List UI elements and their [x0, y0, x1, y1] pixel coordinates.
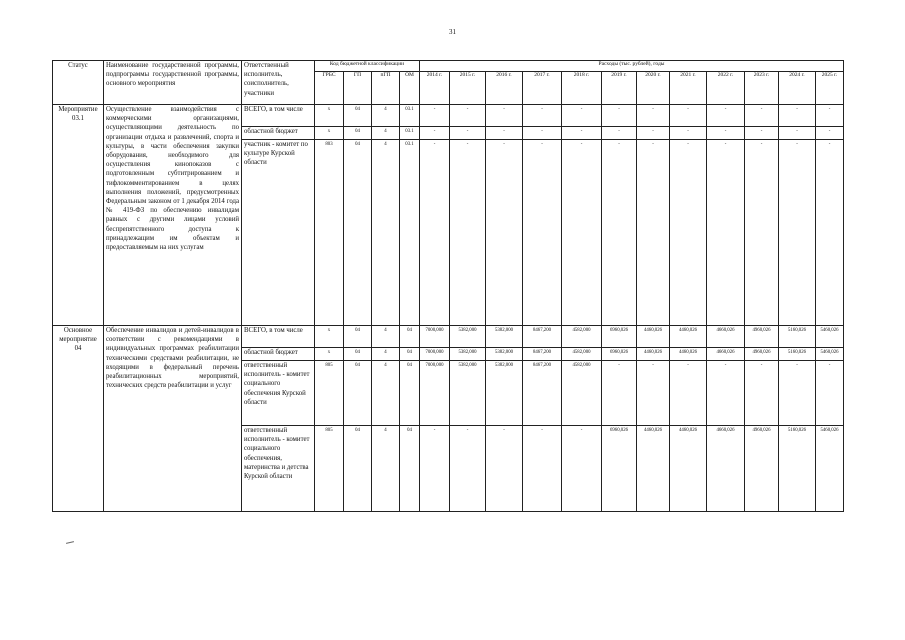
header-year: 2025 г.	[816, 72, 844, 105]
value-cell: 5460,026	[816, 326, 844, 348]
value-cell: 4660,026	[707, 426, 745, 512]
code-cell: 803	[315, 140, 344, 326]
code-cell: 805	[315, 426, 344, 512]
code-cell: 4	[372, 326, 400, 348]
value-cell: -	[486, 140, 523, 326]
block1-resp-total: ВСЕГО, в том числе	[242, 105, 315, 127]
header-expenses: Расходы (тыс. рублей), годы	[420, 61, 844, 72]
header-year: 2014 г.	[420, 72, 450, 105]
value-cell: -	[420, 127, 450, 140]
block1-resp-participant: участник - комитет по культуре Курской области	[242, 140, 315, 326]
value-cell: -	[779, 140, 816, 326]
code-cell: 04	[344, 127, 372, 140]
block2-name: Обеспечение инвалидов и детей-инвалидов в соответствии с рекомендациями в индивидуальных программах реабилитации техническими средствами реабилитации, не входящими в федеральный перечень реабилитационных мероприятий, технических средств реабилитации и услуг	[104, 326, 242, 512]
header-code-gp: ГП	[344, 72, 372, 105]
code-cell: 4	[372, 348, 400, 361]
value-cell: 4960,026	[745, 426, 779, 512]
value-cell: -	[523, 426, 562, 512]
value-cell: 8467,200	[523, 348, 562, 361]
value-cell: -	[420, 426, 450, 512]
value-cell: -	[420, 105, 450, 127]
header-year: 2018 г.	[562, 72, 602, 105]
value-cell: -	[486, 426, 523, 512]
code-cell: 04	[400, 361, 420, 426]
value-cell: -	[816, 105, 844, 127]
value-cell: -	[670, 127, 707, 140]
value-cell: 7000,000	[420, 361, 450, 426]
block1-name: Осуществление взаимодействия с коммерческими организациями, осуществляющими деятельность по организации отдыха и развлечений, спорта и культуры, в части обеспечения закупки оборудования, необходимого для осуществления кинопоказов с подготовленным субтитрированием и тифлокомментированием в целях выполнения положений, предусмотренных Федеральным законом от 1 декабря 2014 года № 419-ФЗ по обеспечению инвалидам равных с другими лицами условий беспрепятственного доступа к принадлежащим им объектам и предоставляемым на них услугам	[104, 105, 242, 326]
value-cell: -	[637, 127, 670, 140]
code-cell: 04	[344, 140, 372, 326]
value-cell: 4460,026	[637, 348, 670, 361]
value-cell: 5382,000	[486, 348, 523, 361]
code-cell: 805	[315, 361, 344, 426]
block2-resp-regional: областной бюджет	[242, 348, 315, 361]
header-budget-codes: Код бюджетной классификации	[315, 61, 420, 72]
value-cell: 5460,026	[816, 426, 844, 512]
value-cell: -	[745, 105, 779, 127]
header-year: 2024 г.	[779, 72, 816, 105]
value-cell: -	[602, 361, 637, 426]
value-cell: 4460,026	[670, 326, 707, 348]
value-cell: 7000,000	[420, 348, 450, 361]
value-cell: 4582,000	[562, 348, 602, 361]
header-year: 2022 г.	[707, 72, 745, 105]
value-cell: -	[670, 140, 707, 326]
scan-mark	[66, 541, 74, 544]
block1-resp-regional: областной бюджет	[242, 127, 315, 140]
code-cell: 04	[400, 426, 420, 512]
value-cell: -	[707, 361, 745, 426]
value-cell: -	[523, 127, 562, 140]
value-cell: 4660,026	[707, 348, 745, 361]
header-year: 2015 г.	[450, 72, 486, 105]
value-cell: 5160,026	[779, 348, 816, 361]
value-cell: 6960,026	[602, 326, 637, 348]
value-cell: -	[745, 127, 779, 140]
code-cell: 4	[372, 140, 400, 326]
value-cell: 5382,000	[450, 348, 486, 361]
code-cell: 04	[344, 348, 372, 361]
value-cell: 4582,000	[562, 326, 602, 348]
value-cell: -	[637, 361, 670, 426]
value-cell: -	[562, 140, 602, 326]
code-cell: 03.1	[400, 127, 420, 140]
code-cell: 4	[372, 105, 400, 127]
code-cell: 04	[344, 361, 372, 426]
code-cell: 4	[372, 361, 400, 426]
value-cell: -	[779, 361, 816, 426]
header-year: 2017 г.	[523, 72, 562, 105]
value-cell: 4960,026	[745, 326, 779, 348]
value-cell: -	[450, 140, 486, 326]
code-cell: 04	[344, 426, 372, 512]
value-cell: -	[707, 105, 745, 127]
value-cell: -	[602, 105, 637, 127]
code-cell: 4	[372, 426, 400, 512]
value-cell: -	[637, 140, 670, 326]
block2-resp-executor-1: ответственный исполнитель - комитет социального обеспечения Курской области	[242, 361, 315, 426]
block2-resp-total: ВСЕГО, в том числе	[242, 326, 315, 348]
code-cell: 03.1	[400, 105, 420, 127]
code-cell: 04	[344, 326, 372, 348]
header-code-om: ОМ	[400, 72, 420, 105]
value-cell: -	[670, 105, 707, 127]
code-cell: x	[315, 105, 344, 127]
header-responsible: Ответственный исполнитель, соисполнитель, участники	[242, 61, 315, 105]
code-cell: 04	[344, 105, 372, 127]
value-cell: 4582,000	[562, 361, 602, 426]
value-cell: -	[670, 361, 707, 426]
value-cell: 5382,000	[486, 326, 523, 348]
value-cell: -	[816, 361, 844, 426]
value-cell: -	[779, 105, 816, 127]
header-year: 2016 г.	[486, 72, 523, 105]
budget-table	[52, 60, 844, 512]
code-cell: 04	[400, 326, 420, 348]
header-year: 2019 г.	[602, 72, 637, 105]
value-cell: 4460,026	[637, 426, 670, 512]
value-cell: -	[523, 105, 562, 127]
value-cell: 5160,026	[779, 326, 816, 348]
value-cell: -	[523, 140, 562, 326]
value-cell: -	[562, 426, 602, 512]
code-cell: 4	[372, 127, 400, 140]
header-year: 2020 г.	[637, 72, 670, 105]
value-cell: 5382,000	[450, 361, 486, 426]
code-cell: x	[315, 326, 344, 348]
header-name: Наименование государственной программы, подпрограммы государственной программы, основного мероприятия	[104, 61, 242, 105]
value-cell: -	[707, 140, 745, 326]
value-cell: -	[420, 140, 450, 326]
value-cell: -	[486, 127, 523, 140]
value-cell: -	[450, 105, 486, 127]
value-cell: 7000,000	[420, 326, 450, 348]
value-cell: -	[816, 140, 844, 326]
header-year: 2021 г.	[670, 72, 707, 105]
value-cell: -	[816, 127, 844, 140]
value-cell: -	[562, 127, 602, 140]
header-year: 2023 г.	[745, 72, 779, 105]
value-cell: -	[450, 127, 486, 140]
value-cell: -	[637, 105, 670, 127]
page-number: 31	[449, 28, 456, 36]
code-cell: x	[315, 127, 344, 140]
value-cell: -	[745, 140, 779, 326]
code-cell: 04	[400, 348, 420, 361]
value-cell: 4460,026	[637, 326, 670, 348]
value-cell: 4960,026	[745, 348, 779, 361]
value-cell: 6960,026	[602, 426, 637, 512]
block2-status: Основное мероприятие 04	[53, 326, 104, 512]
block1-status: Мероприятие 03.1	[53, 105, 104, 326]
value-cell: -	[602, 127, 637, 140]
value-cell: -	[707, 127, 745, 140]
header-status: Статус	[53, 61, 104, 105]
value-cell: 5382,000	[450, 326, 486, 348]
block2-resp-executor-2: ответственный исполнитель - комитет социального обеспечения, материнства и детства Курской области	[242, 426, 315, 512]
value-cell: 5160,026	[779, 426, 816, 512]
value-cell: -	[745, 361, 779, 426]
value-cell: 8467,200	[523, 326, 562, 348]
value-cell: 5460,026	[816, 348, 844, 361]
value-cell: -	[562, 105, 602, 127]
value-cell: -	[486, 105, 523, 127]
value-cell: 4460,026	[670, 426, 707, 512]
value-cell: 4460,026	[670, 348, 707, 361]
code-cell: x	[315, 348, 344, 361]
value-cell: 4660,026	[707, 326, 745, 348]
value-cell: 5382,000	[486, 361, 523, 426]
code-cell: 03.1	[400, 140, 420, 326]
header-code-grbs: ГРБС	[315, 72, 344, 105]
header-code-pgp: пГП	[372, 72, 400, 105]
value-cell: -	[450, 426, 486, 512]
value-cell: 6960,026	[602, 348, 637, 361]
value-cell: -	[779, 127, 816, 140]
value-cell: 8467,200	[523, 361, 562, 426]
value-cell: -	[602, 140, 637, 326]
